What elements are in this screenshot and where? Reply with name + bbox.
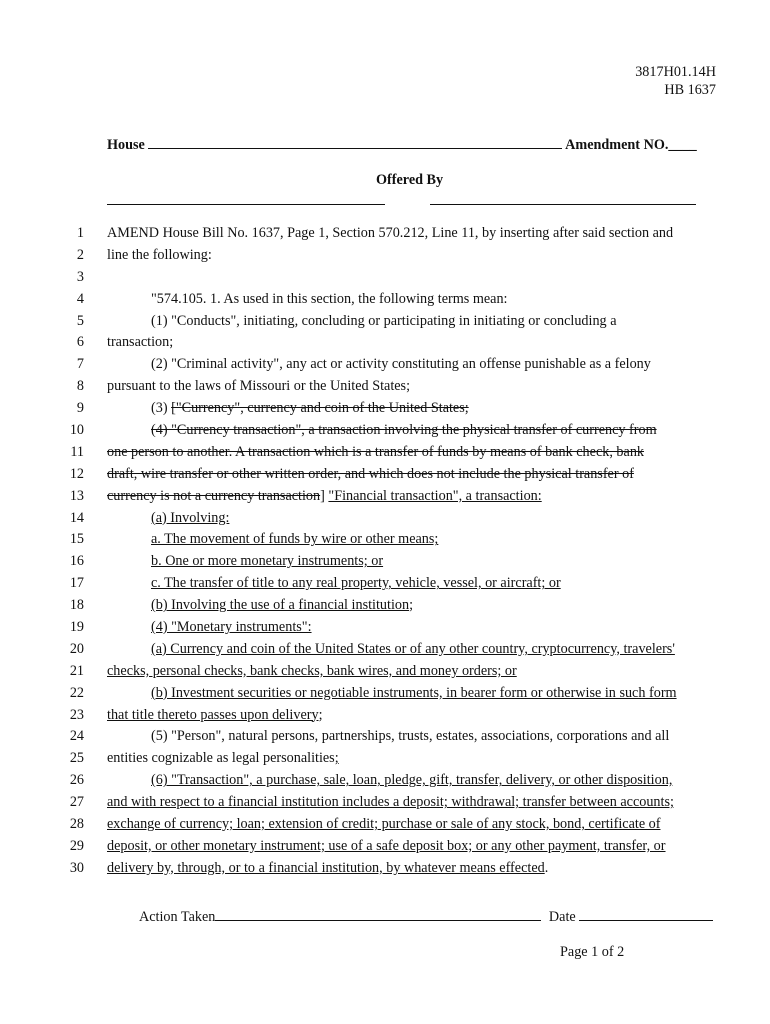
line-text bbox=[151, 529, 438, 551]
line-number: 16 bbox=[69, 553, 84, 570]
line-number: 6 bbox=[76, 334, 84, 351]
bill-number: HB 1637 bbox=[664, 82, 716, 98]
text-segment: entities cognizable as legal personalities bbox=[107, 750, 335, 767]
deleted-text: one person to another. A transaction which is a transfer of funds by means of bank check, bank bbox=[107, 443, 645, 460]
line-text bbox=[151, 726, 669, 748]
action-taken-label: Action Taken bbox=[139, 909, 216, 925]
inserted-text: delivery by, through, or to a financial institution, by whatever means effected bbox=[107, 859, 545, 876]
line-20 bbox=[0, 639, 770, 661]
line-number: 18 bbox=[69, 597, 84, 614]
text-segment: (3) bbox=[151, 400, 172, 417]
line-text bbox=[151, 311, 617, 333]
line-text bbox=[151, 683, 677, 705]
line-text bbox=[107, 836, 666, 858]
line-number: 20 bbox=[69, 640, 84, 657]
line-number: 14 bbox=[69, 509, 84, 526]
line-number: 12 bbox=[69, 465, 84, 482]
inserted-text: (4) "Monetary instruments": bbox=[151, 619, 312, 636]
line-text bbox=[107, 814, 660, 836]
line-text bbox=[151, 508, 229, 530]
house-blank bbox=[148, 136, 562, 149]
line-text bbox=[151, 289, 508, 311]
line-text bbox=[151, 398, 469, 420]
inserted-text: a. The movement of funds by wire or other means; bbox=[151, 531, 439, 548]
document-code: 3817H01.14H bbox=[635, 64, 716, 80]
line-14 bbox=[0, 508, 770, 530]
inserted-text: "Financial transaction", a transaction: bbox=[328, 487, 542, 504]
line-13 bbox=[0, 486, 770, 508]
line-number: 29 bbox=[69, 837, 84, 854]
signature-line-left bbox=[107, 204, 385, 205]
line-29 bbox=[0, 836, 770, 858]
line-text bbox=[151, 354, 651, 376]
line-number: 21 bbox=[69, 662, 84, 679]
text-segment: line the following: bbox=[107, 246, 212, 263]
inserted-text: that title thereto passes upon delivery; bbox=[107, 706, 323, 723]
deleted-text: draft, wire transfer or other written order, and which does not include the physical transfer of bbox=[107, 465, 634, 482]
text-segment: pursuant to the laws of Missouri or the United States; bbox=[107, 378, 411, 395]
line-text bbox=[107, 464, 634, 486]
deleted-text: ["Currency", currency and coin of the United States; bbox=[171, 400, 469, 417]
house-label: House bbox=[107, 137, 145, 153]
line-text bbox=[151, 420, 657, 442]
text-segment: (2) "Criminal activity", any act or activity constituting an offense punishable as a felony bbox=[151, 356, 651, 373]
line-text bbox=[107, 332, 173, 354]
inserted-text: checks, personal checks, bank checks, bank wires, and money orders; or bbox=[107, 662, 517, 679]
line-text bbox=[107, 223, 673, 245]
text-segment: ] bbox=[320, 487, 329, 504]
line-16 bbox=[0, 551, 770, 573]
line-number: 28 bbox=[69, 816, 84, 833]
line-number: 3 bbox=[76, 268, 84, 285]
line-number: 7 bbox=[76, 356, 84, 373]
line-number: 23 bbox=[69, 706, 84, 723]
inserted-text: (b) Involving the use of a financial institution bbox=[151, 597, 410, 614]
line-4 bbox=[0, 289, 770, 311]
line-26 bbox=[0, 770, 770, 792]
line-21 bbox=[0, 661, 770, 683]
line-number: 5 bbox=[76, 312, 84, 329]
line-number: 4 bbox=[76, 290, 84, 307]
line-2 bbox=[0, 245, 770, 267]
text-segment: . bbox=[544, 859, 549, 876]
inserted-text: c. The transfer of title to any real property, vehicle, vessel, or aircraft; or bbox=[151, 575, 561, 592]
line-1 bbox=[0, 223, 770, 245]
inserted-text: exchange of currency; loan; extension of credit; purchase or sale of any stock, bond, certificate of bbox=[107, 816, 661, 833]
line-text bbox=[151, 551, 383, 573]
line-number: 24 bbox=[69, 728, 84, 745]
line-number: 30 bbox=[69, 859, 84, 876]
line-text bbox=[151, 639, 675, 661]
line-11 bbox=[0, 442, 770, 464]
line-5 bbox=[0, 311, 770, 333]
amendment-body bbox=[0, 223, 770, 880]
line-text bbox=[107, 245, 212, 267]
signature-line-right bbox=[430, 204, 696, 205]
text-segment: (5) "Person", natural persons, partnerships, trusts, estates, associations, corporations and all bbox=[151, 728, 670, 745]
line-number: 1 bbox=[76, 225, 84, 241]
line-text bbox=[107, 858, 548, 880]
line-25 bbox=[0, 748, 770, 770]
inserted-text: (b) Investment securities or negotiable instruments, in bearer form or otherwise in such form bbox=[151, 684, 677, 701]
inserted-text: (a) Involving: bbox=[151, 509, 230, 526]
line-8 bbox=[0, 376, 770, 398]
line-text bbox=[107, 792, 674, 814]
line-text bbox=[151, 770, 672, 792]
line-6 bbox=[0, 332, 770, 354]
text-segment: transaction; bbox=[107, 334, 174, 351]
line-30 bbox=[0, 858, 770, 880]
line-number: 17 bbox=[69, 575, 84, 592]
line-3 bbox=[0, 267, 770, 289]
line-number: 22 bbox=[69, 684, 84, 701]
line-number: 9 bbox=[76, 400, 84, 417]
amendment-label: Amendment NO.____ bbox=[565, 137, 697, 153]
line-text bbox=[151, 595, 413, 617]
line-number: 11 bbox=[70, 443, 84, 460]
line-text bbox=[151, 573, 561, 595]
line-number: 2 bbox=[76, 246, 84, 263]
page-number: Page 1 of 2 bbox=[560, 944, 625, 960]
line-number: 8 bbox=[76, 378, 84, 395]
house-line bbox=[107, 136, 697, 154]
offered-by-label: Offered By bbox=[376, 172, 444, 188]
line-23 bbox=[0, 705, 770, 727]
line-10 bbox=[0, 420, 770, 442]
date-label: Date bbox=[548, 909, 576, 925]
text-segment: AMEND House Bill No. 1637, Page 1, Section 570.212, Line 11, by inserting after said section and bbox=[107, 225, 674, 241]
line-7 bbox=[0, 354, 770, 376]
line-text bbox=[107, 705, 323, 727]
line-15 bbox=[0, 529, 770, 551]
line-12 bbox=[0, 464, 770, 486]
inserted-text: and with respect to a financial institution includes a deposit; withdrawal; transfer between accounts; bbox=[107, 794, 674, 811]
inserted-text: ; bbox=[334, 750, 339, 767]
line-19 bbox=[0, 617, 770, 639]
line-24 bbox=[0, 726, 770, 748]
line-18 bbox=[0, 595, 770, 617]
date-blank bbox=[579, 908, 713, 921]
line-number: 26 bbox=[69, 772, 84, 789]
line-number: 19 bbox=[69, 619, 84, 636]
text-segment: (1) "Conducts", initiating, concluding or participating in initiating or concluding a bbox=[151, 312, 617, 329]
line-text bbox=[107, 442, 644, 464]
line-27 bbox=[0, 792, 770, 814]
action-taken-blank bbox=[215, 908, 541, 921]
line-text bbox=[107, 376, 410, 398]
inserted-text: (a) Currency and coin of the United States or of any other country, cryptocurrency, travelers' bbox=[151, 640, 675, 657]
line-number: 13 bbox=[69, 487, 84, 504]
deleted-text: currency is not a currency transaction bbox=[107, 487, 321, 504]
line-number: 10 bbox=[69, 422, 84, 439]
action-taken-line bbox=[139, 908, 713, 926]
text-segment: "574.105. 1. As used in this section, the following terms mean: bbox=[151, 290, 508, 307]
line-text bbox=[107, 486, 542, 508]
inserted-text: deposit, or other monetary instrument; use of a safe deposit box; or any other payment, transfer, or bbox=[107, 837, 666, 854]
line-17 bbox=[0, 573, 770, 595]
text-segment: ; bbox=[409, 597, 414, 614]
line-text bbox=[107, 748, 339, 770]
line-text bbox=[151, 617, 312, 639]
line-28 bbox=[0, 814, 770, 836]
inserted-text: (6) "Transaction", a purchase, sale, loan, pledge, gift, transfer, delivery, or other disposition, bbox=[151, 772, 673, 789]
line-9 bbox=[0, 398, 770, 420]
deleted-text: (4) "Currency transaction", a transaction involving the physical transfer of currency from bbox=[151, 422, 657, 439]
inserted-text: b. One or more monetary instruments; or bbox=[151, 553, 384, 570]
line-number: 25 bbox=[69, 750, 84, 767]
line-text bbox=[107, 661, 517, 683]
line-number: 15 bbox=[69, 531, 84, 548]
line-number: 27 bbox=[69, 794, 84, 811]
line-22 bbox=[0, 683, 770, 705]
